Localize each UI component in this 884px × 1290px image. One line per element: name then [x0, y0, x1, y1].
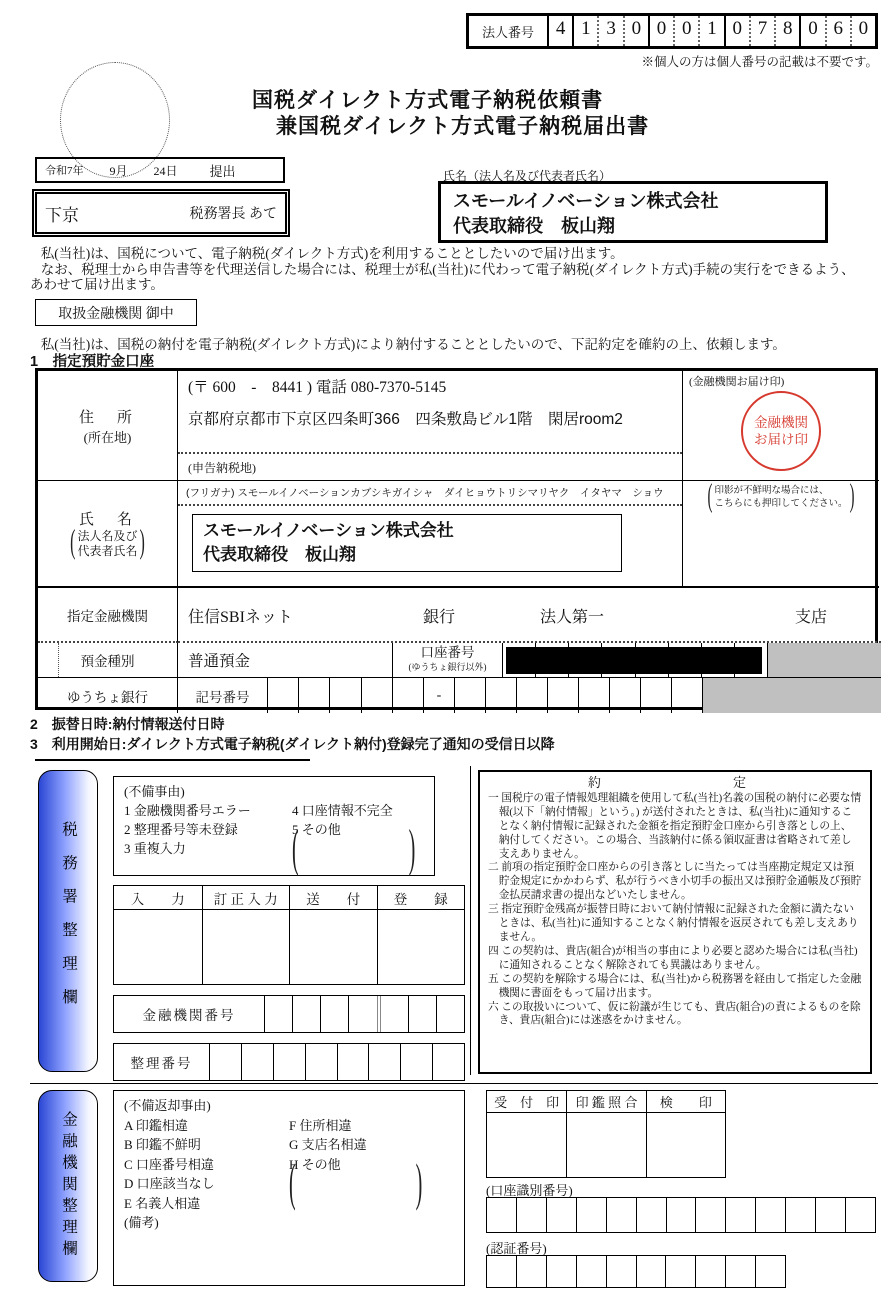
name-label-brackets: ( 法人名及び 代表者氏名 ): [70, 529, 145, 559]
bank-suffix: 銀行: [423, 609, 456, 626]
processing-steps-table: [113, 885, 465, 985]
list-item: 3 重複入力: [124, 841, 186, 856]
list-item: 二 前項の指定預貯金口座からの引き落としに当たっては当座勘定規定又は預貯金規定にかかわらず、私が行うべき小切手の振出又は預貯金通帳及び預貯金払戻請求書の提出などいたしません。: [488, 861, 862, 902]
corporate-number-digits: [549, 16, 875, 46]
bank-number-cells: [264, 996, 464, 1032]
deficiency-list-left: [124, 801, 292, 860]
deficiency-reasons-box: [113, 776, 435, 876]
branch-name: 法人第一: [540, 609, 605, 626]
blank-cell: [337, 1044, 369, 1080]
blank-cell: [695, 1256, 725, 1287]
blank-cell: [576, 1198, 606, 1232]
blank-cell: [516, 678, 547, 713]
header-send: 送 付: [289, 886, 377, 910]
blank-cell: [546, 1256, 576, 1287]
section-divider: [30, 1083, 878, 1084]
header-input: 入 力: [114, 886, 202, 910]
list-item: 3: [597, 16, 622, 46]
blank-cell: [329, 678, 360, 713]
blank-cell: [432, 1044, 464, 1080]
applicant-name-box: [438, 181, 828, 243]
auth-number-label: (認証番号): [486, 1241, 547, 1256]
blank-cell: [305, 1044, 337, 1080]
blank-cell: [640, 678, 671, 713]
stamp-note-cell: [683, 481, 879, 588]
postal-phone: (〒 600 - 8441 ) 電話 080-7370-5145: [188, 379, 447, 396]
list-item: F 住所相違: [289, 1117, 352, 1133]
blank-cell: [725, 1256, 755, 1287]
declaration-line1: 私(当社)は、国税について、電子納税(ダイレクト方式)を利用することとしたいので届け出ます。: [40, 246, 624, 261]
return-reasons-box: [113, 1090, 465, 1286]
tax-office-suffix: 税務署長 あて: [189, 207, 277, 222]
blank-cell: [400, 1044, 432, 1080]
list-item: 0: [724, 16, 749, 46]
list-item: 8: [774, 16, 799, 46]
dotted-divider: [178, 504, 682, 506]
address-value: 京都府京都市下京区四条町366 四条敷島ビル1階 閑居room2: [188, 411, 623, 428]
bank-stamp-cell: [683, 371, 879, 481]
list-item: A 印鑑相違: [124, 1117, 188, 1133]
list-item: 5 その他: [292, 822, 341, 837]
blank-cell: [725, 1198, 755, 1232]
blank-cell: [516, 1198, 546, 1232]
blank-cell: [454, 678, 485, 713]
header-register: 登 録: [377, 886, 465, 910]
blank-cell: [292, 996, 320, 1032]
blank-cell: [636, 1198, 666, 1232]
list-item: 四 この契約は、貴店(組合)が相当の事由により必要と認めた場合には私(当社)に通知されることなく解除されても異議はありません。: [488, 944, 858, 971]
bank-stamp-label: (金融機関お届け印): [689, 376, 785, 388]
blank-cell: [609, 678, 640, 713]
left-paren: (: [70, 525, 76, 561]
bank-column-tab: 金融機関整理欄: [38, 1090, 98, 1282]
list-item: 0: [799, 16, 824, 46]
deficiency-title: (不備事由): [124, 784, 185, 799]
terms-title: 約 定: [587, 775, 762, 790]
blank-cell: [114, 910, 202, 984]
section1-heading: 1 指定預貯金口座: [30, 354, 155, 370]
terms-box: [478, 770, 872, 1074]
right-paren: ): [415, 1155, 423, 1213]
header-reception-stamp: 受 付 印: [487, 1091, 566, 1113]
list-item: B 印鑑不鮮明: [124, 1137, 201, 1152]
list-item: 2 整理番号等未登録: [124, 822, 238, 837]
name-row-content: [178, 481, 683, 588]
account-holder-name-box: [192, 514, 622, 572]
blank-cell: [268, 678, 298, 713]
designated-account-table: [35, 368, 878, 710]
address-row-content: [178, 371, 683, 481]
blank-cell: [666, 1198, 696, 1232]
list-item: E 名義人相違: [124, 1195, 201, 1211]
list-item: 0: [648, 16, 673, 46]
blank-cell: [636, 1256, 666, 1287]
blank-cell: [209, 1044, 241, 1080]
list-item: 0: [673, 16, 698, 46]
kigo-separator: -: [423, 678, 454, 713]
header-inspection-stamp: 検 印: [646, 1091, 725, 1113]
left-paren: (: [292, 820, 299, 878]
blank-cell: [368, 1044, 400, 1080]
tax-office-name: 下京: [45, 205, 79, 225]
list-item: H その他: [289, 1156, 341, 1172]
list-item: 一 国税庁の電子情報処理組織を使用して私(当社)名義の国税の納付に必要な情報(以下「納付情報」という。) が送付されたときは、私(当社)に通知することなく納付情報に記録された金額を指定預貯金口座から引き落としの上、納付してください。この場合、当該納付に係る領収証書は省略されて差し支えありません。: [488, 791, 862, 860]
blank-cell: [487, 1256, 516, 1287]
header-correction: 訂 正 入 力: [202, 886, 290, 910]
corporate-number-label: 法人番号: [469, 16, 549, 46]
blank-cell: [815, 1198, 845, 1232]
list-item: 1: [572, 16, 597, 46]
deposit-type-label: 預金種別: [38, 643, 178, 678]
bank-stamp-seal: 金融機関 お届け印: [741, 391, 821, 471]
blank-cell: [578, 678, 609, 713]
tax-office-addressee-box: [35, 192, 287, 234]
corporate-number-note: ※個人の方は個人番号の記載は不要です。: [641, 55, 878, 69]
applicant-representative: 代表取締役 板山翔: [453, 216, 615, 236]
auth-number-cells: [486, 1255, 786, 1288]
list-item: 1: [698, 16, 723, 46]
blank-cell: [241, 1044, 273, 1080]
blank-cell: [408, 996, 436, 1032]
section-divider: [35, 759, 310, 761]
vertical-divider: [470, 766, 471, 1075]
bank-number-row: 金融機関番号: [113, 995, 465, 1033]
submission-month: 9月: [109, 163, 128, 178]
blank-cell: [785, 1198, 815, 1232]
blank-cell: [377, 996, 408, 1032]
left-paren: (: [289, 1155, 296, 1213]
blank-cell: [547, 678, 578, 713]
branch-suffix: 支店: [795, 609, 828, 626]
declaration-line2: なお、税理士から申告書等を代理送信した場合には、税理士が私(当社)に代わって電子納税(ダイレクト方式)手続の実行をできるよう、あわせて届け出ます。: [30, 261, 855, 292]
submission-label: 提出: [209, 163, 236, 179]
blank-cell: [606, 1256, 636, 1287]
submission-era-year: 令和7年: [45, 165, 84, 177]
list-item: 7: [749, 16, 774, 46]
deposit-type-value: 普通預金: [178, 643, 393, 678]
list-item: D 口座該当なし: [124, 1176, 215, 1191]
corporate-number-box: [466, 13, 878, 49]
right-paren: ): [849, 479, 855, 515]
furigana-line: (フリガナ) スモールイノベーションカブシキガイシャ ダイヒョウトリシマリヤク イタヤマ ショウ: [186, 487, 664, 499]
name-row-label: 氏 名 ( 法人名及び 代表者氏名 ): [38, 481, 178, 588]
return-reasons-title: (不備返却事由): [124, 1098, 211, 1113]
blank-cell: [289, 910, 377, 984]
yucho-row-label: ゆうちょ銀行: [38, 678, 178, 713]
applicant-company: スモールイノベーション株式会社: [453, 191, 719, 211]
declaration-paragraph: [30, 246, 858, 293]
account-holder-representative: 代表取締役 板山翔: [203, 545, 356, 564]
item2-transfer-date: 2 振替日時:納付情報送付日時: [30, 716, 225, 732]
left-paren: (: [707, 479, 713, 515]
account-id-label: (口座識別番号): [486, 1183, 573, 1198]
reference-number-row: 整理番号: [113, 1043, 465, 1081]
right-paren: ): [408, 820, 416, 878]
remarks-label: (備考): [124, 1215, 159, 1230]
applicant-name-label: 氏名（法人名及び代表者氏名）: [443, 169, 612, 183]
shaded-cell: [767, 643, 881, 678]
kigo-number-cells: [268, 678, 423, 713]
blank-cell: [320, 996, 348, 1032]
account-holder-company: スモールイノベーション株式会社: [203, 521, 454, 540]
blank-cell: [377, 910, 465, 984]
form-title-line1: 国税ダイレクト方式電子納税依頼書: [252, 89, 604, 112]
bank-row-label: 指定金融機関: [38, 588, 178, 643]
blank-cell: [576, 1256, 606, 1287]
blank-cell: [392, 678, 423, 713]
blank-cell: [487, 1113, 566, 1177]
list-item: 4 口座情報不完全: [292, 803, 393, 818]
redacted-account-number: [506, 647, 762, 674]
tax-office-column-tab: 税務署整理欄: [38, 770, 98, 1072]
bank-row-content: [178, 588, 881, 643]
list-item: C 口座番号相違: [124, 1156, 214, 1172]
item3-start-date: 3 利用開始日:ダイレクト方式電子納税(ダイレクト納付)登録完了通知の受信日以降: [30, 736, 555, 752]
submission-day: 24日: [153, 163, 178, 178]
dotted-divider: [178, 452, 682, 454]
shaded-cell: [702, 678, 881, 713]
list-item: 六 この取扱いについて、仮に紛議が生じても、貴店(組合)の責によるものを除き、貴店(組合)には迷惑をかけません。: [488, 1000, 861, 1027]
bank-addressee-box: 取扱金融機関 御中: [35, 299, 197, 326]
blank-cell: [646, 1113, 725, 1177]
header-seal-check: 印 鑑 照 合: [566, 1091, 645, 1113]
form-title: [252, 88, 649, 140]
deficiency-list-right: [292, 801, 415, 839]
list-item: 0: [623, 16, 648, 46]
blank-cell: [298, 678, 329, 713]
stamp-verification-table: [486, 1090, 726, 1178]
blank-cell: [516, 1256, 546, 1287]
reference-number-cells: [209, 1044, 464, 1080]
account-id-cells: [486, 1197, 876, 1233]
blank-cell: [755, 1256, 785, 1287]
blank-cell: [202, 910, 290, 984]
blank-cell: [566, 1113, 645, 1177]
list-item: 三 指定預貯金残高が振替日時において納付情報に記録された金額に満たないときは、私(当社)に通知することなく納付情報を返戻されても差し支えありません。: [488, 903, 859, 943]
blank-cell: [695, 1198, 725, 1232]
tax-place-label: (申告納税地): [188, 461, 256, 475]
submission-date-box: [35, 157, 285, 183]
blank-cell: [436, 996, 464, 1032]
list-item: 0: [850, 16, 875, 46]
blank-cell: [487, 1198, 516, 1232]
list-item: G 支店名相違: [289, 1137, 367, 1152]
account-number-label: 口座番号 (ゆうちょ銀行以外): [393, 643, 503, 678]
blank-cell: [348, 996, 376, 1032]
blank-cell: [755, 1198, 785, 1232]
request-sentence: 私(当社)は、国税の納付を電子納税(ダイレクト方式)により納付することとしたいので、下記約定を確約の上、依頼します。: [40, 337, 786, 352]
list-item: 4: [555, 18, 566, 39]
right-paren: ): [139, 525, 145, 561]
return-reasons-left: [124, 1116, 289, 1214]
yucho-number-cells: [454, 678, 702, 713]
terms-list: [488, 792, 862, 1028]
blank-cell: [665, 1256, 695, 1287]
list-item: 6: [825, 16, 850, 46]
address-row-label: 住 所 (所在地): [38, 371, 178, 481]
form-title-line2: 兼国税ダイレクト方式電子納税届出書: [276, 115, 650, 138]
blank-cell: [671, 678, 702, 713]
kigo-number-label: 記号番号: [178, 678, 268, 713]
blank-cell: [606, 1198, 636, 1232]
blank-cell: [485, 678, 516, 713]
blank-cell: [273, 1044, 305, 1080]
list-item: 五 この契約を解除する場合には、私(当社)から税務署を経由して指定した金融機関に書面をもって届け出ます。: [488, 972, 862, 999]
bank-name: 住信SBIネット: [188, 609, 293, 626]
return-reasons-right: [289, 1116, 422, 1175]
blank-cell: [361, 678, 392, 713]
blank-cell: [264, 996, 292, 1032]
list-item: 1 金融機関番号エラー: [124, 803, 251, 818]
blank-cell: [845, 1198, 875, 1232]
stamp-note: ( 印影が不鮮明な場合には、 こちらにも押印してください。 ): [687, 485, 875, 511]
blank-cell: [546, 1198, 576, 1232]
